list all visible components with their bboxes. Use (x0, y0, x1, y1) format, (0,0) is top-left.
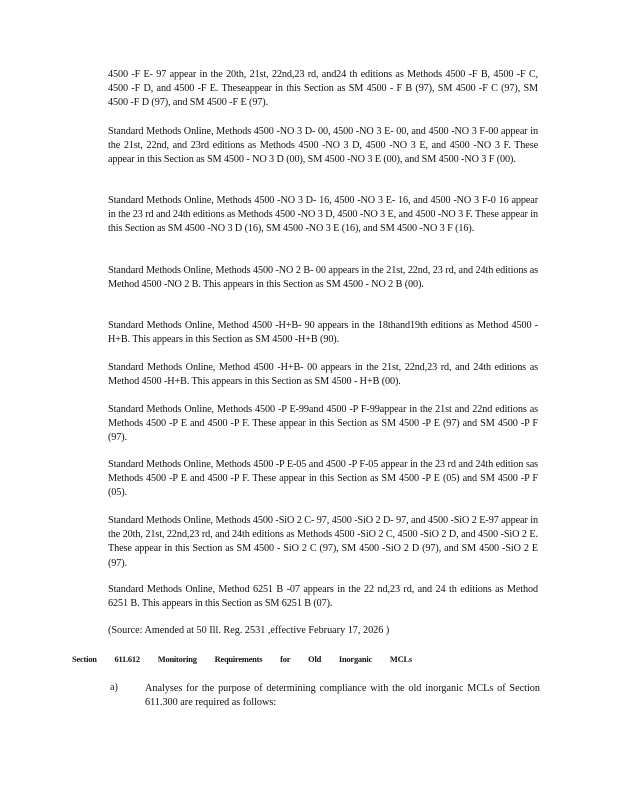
section-heading-word: MCLs (389, 655, 412, 664)
section-heading-word: Section (72, 655, 97, 664)
paragraph-ph-00-method: Standard Methods Online, Method 4500 -H+B- 00 appears in the 21st, 22nd,23 rd, and 24th editions as Method 4500 -H+B. This appears in this Section as SM 4500 - H+B (00). (108, 362, 538, 388)
paragraph-silica-methods: Standard Methods Online, Methods 4500 -SiO 2 C- 97, 4500 -SiO 2 D- 97, and 4500 -SiO 2 E-97 appear in the 20th, 21st, 22nd,23 rd, and 24th editions as Methods 4500 -SiO 2 C, 4500 -SiO 2 D, and 4500 -SiO 2 E. These appear in this Section as SM 4500 - SiO 2 C (97), SM 4500 -SiO 2 D (97), and SM 4500 -SiO 2 E (97). (108, 515, 538, 569)
subsection-label: a) (110, 682, 118, 693)
paragraph-ph-90-method: Standard Methods Online, Method 4500 -H+B- 90 appears in the 18thand19th editions as Method 4500 -H+B. This appears in this Section as SM 4500 -H+B (90). (108, 320, 538, 346)
paragraph-phosphorus-99-methods: Standard Methods Online, Methods 4500 -P E-99and 4500 -P F-99appear in the 21st and 22nd editions as Methods 4500 -P E and 4500 -P F. These appear in this Section as SM 4500 -P E (97) and SM 4500 -P F (97). (108, 404, 538, 444)
section-heading-word: for (280, 655, 291, 664)
section-heading (72, 655, 412, 664)
section-heading-word: Inorganic (338, 655, 373, 664)
section-heading-word: Requirements (214, 655, 263, 664)
paragraph-nitrite-methods: Standard Methods Online, Methods 4500 -NO 2 B- 00 appears in the 21st, 22nd, 23 rd, and 24th editions as Method 4500 -NO 2 B. This appears in this Section as SM 4500 - NO 2 B (00). (108, 265, 538, 291)
source-note: (Source: Amended at 50 Ill. Reg. 2531 ,effective February 17, 2026 ) (108, 625, 390, 636)
paragraph-fluoride-methods: 4500 -F E- 97 appear in the 20th, 21st, 22nd,23 rd, and24 th editions as Methods 4500 -F B, 4500 -F C, 4500 -F D, and 4500 -F E. Theseappear in this Section as SM 4500 - F B (97), SM 4500 -F C (97), SM 4500 -F D (97), and SM 4500 -F E (97). (108, 69, 538, 109)
section-heading-word: Monitoring (157, 655, 197, 664)
paragraph-6251b-method: Standard Methods Online, Method 6251 B -07 appears in the 22 nd,23 rd, and 24 th editions as Method 6251 B. This appears in this Section as SM 6251 B (07). (108, 584, 538, 610)
paragraph-phosphorus-05-methods: Standard Methods Online, Methods 4500 -P E-05 and 4500 -P F-05 appear in the 23 rd and 24th edition sas Methods 4500 -P E and 4500 -P F. These appear in this Section as SM 4500 -P E (05) and SM 4500 -P F (05). (108, 459, 538, 499)
paragraph-nitrate-16-methods: Standard Methods Online, Methods 4500 -NO 3 D- 16, 4500 -NO 3 E- 16, and 4500 -NO 3 F-0 16 appear in the 23 rd and 24th editions as Methods 4500 -NO 3 D, 4500 -NO 3 E, and 4500 -NO 3 F. These appear in this Section as SM 4500 -NO 3 D (16), SM 4500 -NO 3 E (16), and SM 4500 -NO 3 F (16). (108, 195, 538, 235)
paragraph-nitrate-00-methods: Standard Methods Online, Methods 4500 -NO 3 D- 00, 4500 -NO 3 E- 00, and 4500 -NO 3 F-00 appear in the 21st, 22nd, and 23rd editions as Methods 4500 -NO 3 D, 4500 -NO 3 E, and 4500 -NO 3 F. These appear in this Section as SM 4500 - NO 3 D (00), SM 4500 -NO 3 E (00), and SM 4500 -NO 3 F (00). (108, 126, 538, 166)
subsection-text: Analyses for the purpose of determining compliance with the old inorganic MCLs of Section 611.300 are required as follows: (145, 683, 540, 709)
section-heading-word: Old (308, 655, 322, 664)
section-heading-word: 611.612 (114, 655, 140, 664)
